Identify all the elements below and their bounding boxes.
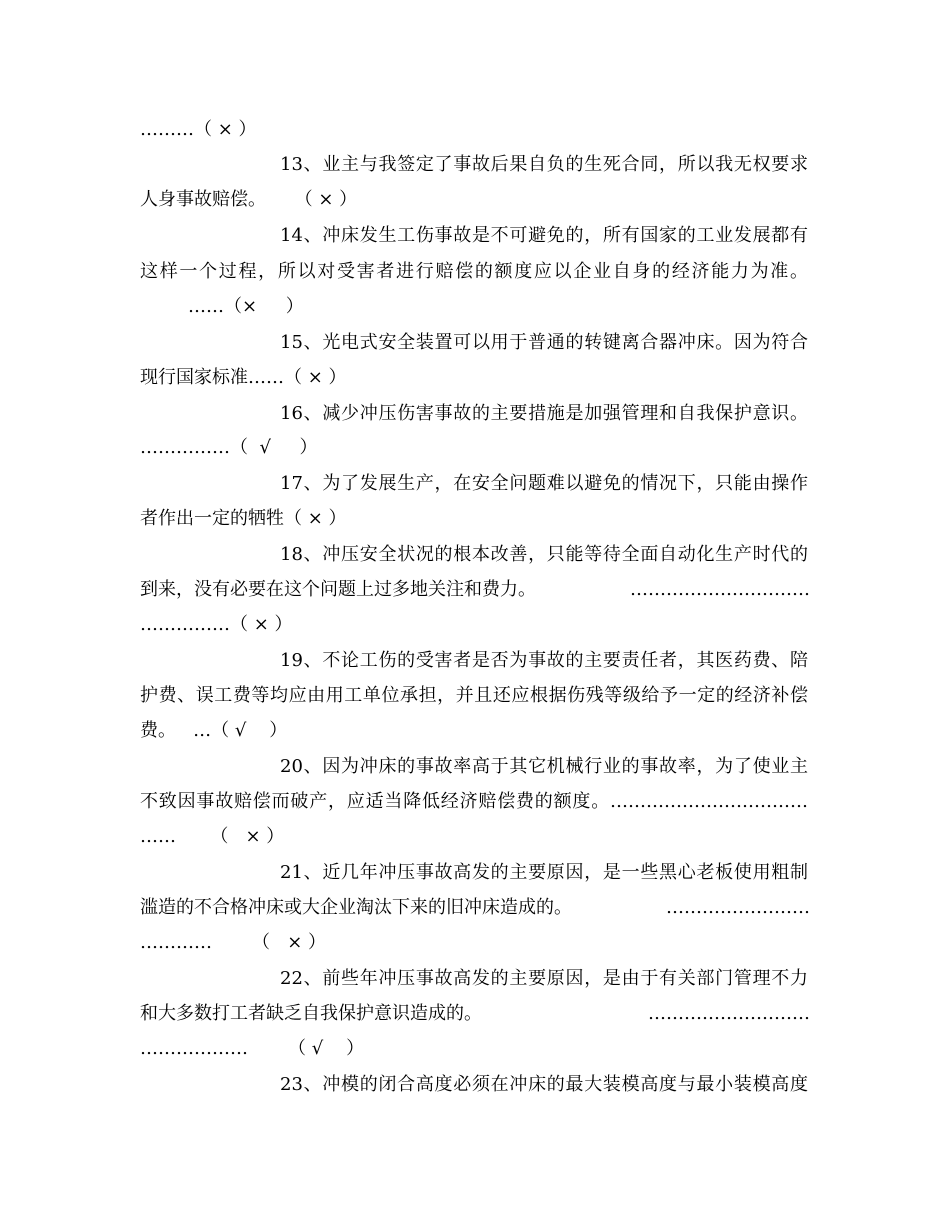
text-line: 和大多数打工者缺乏自我保护意识造成的。 (140, 1003, 482, 1024)
text-line: …… （ × ） (140, 826, 285, 847)
text-line: ……………（ × ） (140, 614, 293, 635)
leader-dots: ……………………… (648, 1003, 810, 1024)
text-line: ……………（ √ ） (140, 437, 318, 458)
text-line: 护费、误工费等均应由用工单位承担，并且还应根据伤残等级给予一定的经济补偿 (140, 685, 808, 706)
leader-dots: ………………………… (630, 579, 810, 600)
question-22: 22、前些年冲压事故高发的主要原因，是由于有关部门管理不力 (280, 968, 808, 989)
question-14: 14、冲床发生工伤事故是不可避免的，所有国家的工业发展都有 (280, 225, 808, 246)
question-15: 15、光电式安全装置可以用于普通的转键离合器冲床。因为符合 (280, 332, 808, 353)
question-13: 13、业主与我签定了事故后果自负的生死合同，所以我无权要求 (280, 154, 808, 175)
text-line: ……（× ） (188, 296, 304, 317)
text-line: 到来，没有必要在这个问题上过多地关注和费力。 (140, 579, 536, 600)
question-16: 16、减少冲压伤害事故的主要措施是加强管理和自我保护意识。 (280, 403, 808, 424)
text-line: 费。 …（ √ ） (140, 720, 288, 741)
question-23: 23、冲模的闭合高度必须在冲床的最大装模高度与最小装模高度 (280, 1074, 808, 1095)
question-21: 21、近几年冲压事故高发的主要原因，是一些黑心老板使用粗制 (280, 862, 808, 883)
leader-dots: …………………… (666, 897, 810, 918)
text-line: 者作出一定的牺牲（ × ） (140, 508, 347, 529)
text-line: 滥造的不合格冲床或大企业淘汰下来的旧冲床造成的。 (140, 897, 572, 918)
text-line: 人身事故赔偿。 （ × ） (140, 189, 358, 210)
text-line: ………… （ × ） (140, 932, 327, 953)
text-line: 不致因事故赔偿而破产，应适当降低经济赔偿费的额度。…………………………… (140, 791, 808, 812)
question-17: 17、为了发展生产，在安全问题难以避免的情况下，只能由操作 (280, 473, 808, 494)
text-line: ……………… （ √ ） (140, 1038, 365, 1059)
question-18: 18、冲压安全状况的根本改善，只能等待全面自动化生产时代的 (280, 544, 808, 565)
question-19: 19、不论工伤的受害者是否为事故的主要责任者，其医药费、陪 (280, 650, 808, 671)
text-line: 这样一个过程，所以对受害者进行赔偿的额度应以企业自身的经济能力为准。 (140, 261, 808, 282)
text-line: ………（ × ） (140, 119, 257, 140)
question-20: 20、因为冲床的事故率高于其它机械行业的事故率，为了使业主 (280, 756, 808, 777)
text-line: 现行国家标准……（ × ） (140, 367, 347, 388)
